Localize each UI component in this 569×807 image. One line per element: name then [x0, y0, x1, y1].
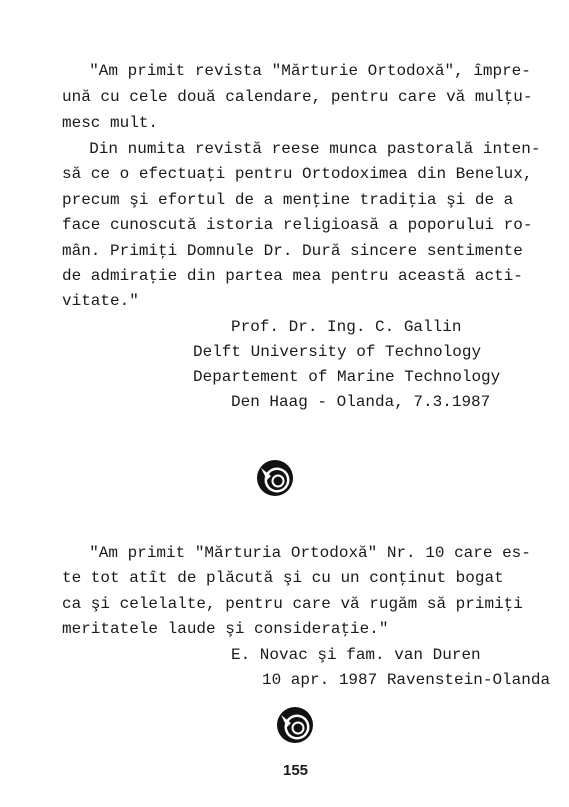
letter-1-signature-university: Delft University of Technology	[193, 343, 482, 361]
letter-1-signature-department: Departement of Marine Technology	[193, 368, 501, 386]
letter-1-signature-place-date: Den Haag - Olanda, 7.3.1987	[231, 393, 491, 411]
spiral-ornament-icon	[255, 458, 295, 498]
letter-2-signature-place-date: 10 apr. 1987 Ravenstein-Olanda	[262, 671, 551, 689]
letter-1-line-6: precum şi efortul de a menţine tradiţia şi de a	[62, 191, 514, 209]
letter-1-line-2: ună cu cele două calendare, pentru care vă mulţu-	[62, 88, 533, 106]
spiral-ornament-icon	[275, 705, 315, 745]
letter-1-line-7: face cunoscută istoria religioasă a poporului ro-	[62, 216, 533, 234]
letter-1-line-5: să ce o efectuaţi pentru Ortodoximea din Benelux,	[62, 165, 533, 183]
letter-2-line-3: ca şi celelalte, pentru care vă rugăm să primiţi	[62, 595, 523, 613]
letter-2-line-2: te tot atît de plăcută şi cu un conţinut bogat	[62, 569, 504, 587]
letter-1-line-4: Din numita revistă reese munca pastorală inten-	[70, 140, 541, 158]
letter-1-line-10: vitate."	[62, 292, 139, 310]
letter-1-line-3: mesc mult.	[62, 114, 159, 132]
letter-1-signature-name: Prof. Dr. Ing. C. Gallin	[231, 318, 462, 336]
letter-2-signature-name: E. Novac şi fam. van Duren	[231, 646, 481, 664]
letter-2-line-1: "Am primit "Mărturia Ortodoxă" Nr. 10 care es-	[70, 544, 531, 562]
letter-1-line-9: de admiraţie din partea mea pentru această acti-	[62, 267, 523, 285]
letter-1-line-8: mân. Primiţi Domnule Dr. Dură sincere sentimente	[62, 242, 523, 260]
letter-2-line-4: meritatele laude şi consideraţie."	[62, 620, 389, 638]
page-number: 155	[283, 762, 309, 779]
letter-1-line-1: "Am primit revista "Mărturie Ortodoxă", împre-	[70, 62, 531, 80]
